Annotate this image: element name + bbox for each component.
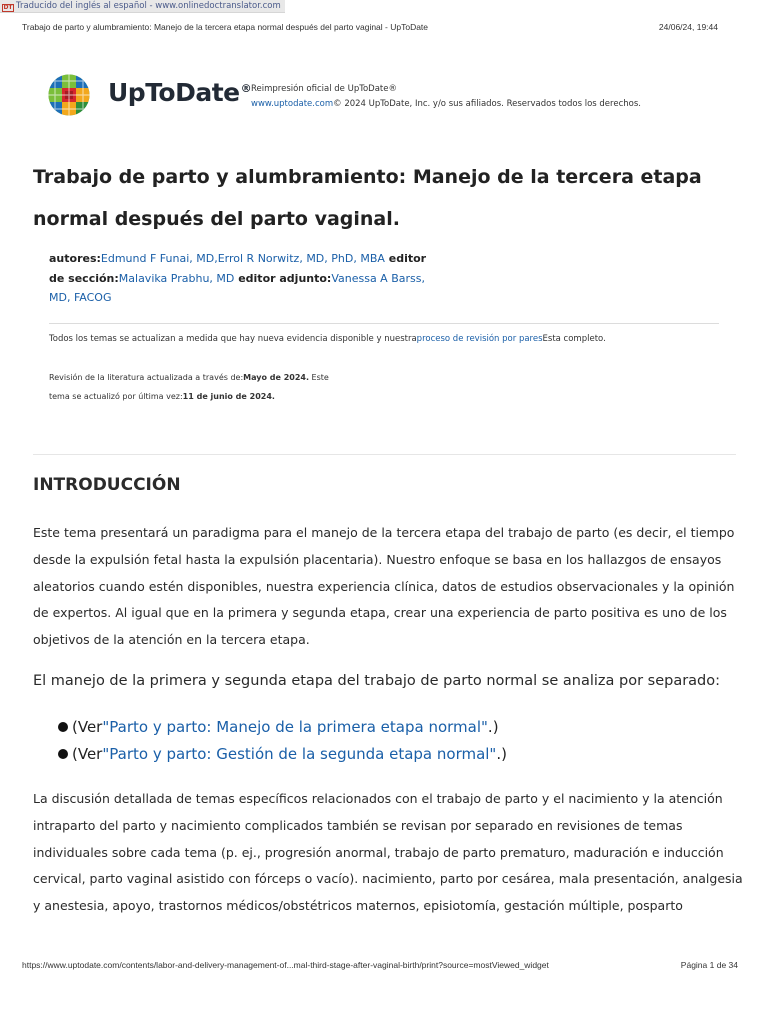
print-header	[22, 22, 718, 32]
author-block	[49, 249, 429, 308]
article-title: Trabajo de parto y alumbramiento: Manejo de la tercera etapa normal después del parto vaginal.	[33, 166, 702, 230]
update-notice	[49, 334, 606, 344]
peer-review-link[interactable]: proceso de revisión por pares	[416, 334, 543, 344]
bullet-suffix: .)	[496, 745, 507, 763]
updated-date: 11 de junio de 2024.	[182, 392, 275, 401]
section-editor-link[interactable]: Malavika Prabhu, MD	[118, 271, 235, 285]
print-header-title: Trabajo de parto y alumbramiento: Manejo de la tercera etapa normal después del parto vaginal - UpToDate	[22, 22, 429, 32]
logo-name: UpToDate	[108, 78, 240, 107]
updated-label: tema se actualizó por última vez:	[49, 392, 183, 401]
document-translator-icon: DT	[3, 4, 13, 11]
intro-paragraph-2: El manejo de la primera y segunda etapa del trabajo de parto normal se analiza por separado:	[33, 673, 721, 689]
review-line-1	[49, 368, 329, 387]
bullet-suffix: .)	[487, 718, 499, 736]
review-label-end: Este	[309, 373, 329, 382]
print-footer	[22, 960, 738, 970]
review-dates	[49, 368, 329, 406]
reprint-line-1: Reimpresión oficial de UpToDate®	[251, 84, 397, 94]
copyright-text: © 2024 UpToDate, Inc. y/o sus afiliados. Reservados todos los derechos.	[333, 99, 641, 109]
related-topics-list	[56, 714, 507, 768]
topic-link-second-stage[interactable]: "Parto y parto: Gestión de la segunda etapa normal"	[102, 745, 497, 763]
uptodate-logo-icon	[48, 74, 90, 116]
update-text-end: Esta completo.	[542, 334, 606, 344]
bullet-prefix: (Ver	[72, 718, 103, 736]
reprint-notice	[251, 82, 641, 112]
translator-badge[interactable]	[0, 0, 285, 13]
topic-link-first-stage[interactable]: "Parto y parto: Manejo de la primera etapa normal"	[102, 718, 488, 736]
intro-paragraph-3: La discusión detallada de temas específicos relacionados con el trabajo de parto y el nacimiento y la atención intraparto del parto y nacimiento complicados también se revisan por separado en revisiones de temas individuales sobre cada tema (p. ej., progresión anormal, trabajo de parto prematuro, maduración e inducción cervical, parto vaginal asistido con fórceps o vacío). nacimiento, parto por cesárea, mala presentación, analgesia y anestesia, apoyo, trastornos médicos/obstétricos maternos, episiotomía, gestación múltiple, posparto	[33, 791, 743, 914]
update-text: Todos los temas se actualizan a medida que hay nueva evidencia disponible y nuestra	[49, 334, 417, 344]
author-link-funai[interactable]: Edmund F Funai, MD,	[100, 252, 218, 265]
print-footer-url: https://www.uptodate.com/contents/labor-and-delivery-management-of...mal-third-stage-after-vaginal-birth/print?source=mostViewed_widget	[22, 960, 549, 970]
author-link-norwitz[interactable]: Errol R Norwitz, MD, PhD, MBA	[217, 252, 385, 265]
list-item	[56, 741, 507, 768]
review-line-2	[49, 387, 329, 406]
logo-wordmark	[108, 78, 251, 107]
page-number: Página 1 de 34	[680, 960, 738, 970]
authors-label: autores:	[49, 252, 101, 265]
uptodate-logo[interactable]	[48, 72, 252, 120]
list-item	[56, 714, 507, 741]
section-heading-introduction: INTRODUCCIÓN	[33, 475, 181, 495]
section-editor-label: editor de sección:	[49, 252, 427, 285]
translator-label: Traducido del inglés al español - www.onlinedoctranslator.com	[16, 1, 281, 11]
bullet-icon	[58, 749, 68, 759]
deputy-editor-label: editor adjunto:	[234, 271, 332, 285]
intro-paragraph-1: Este tema presentará un paradigma para el manejo de la tercera etapa del trabajo de parto (es decir, el tiempo desde la expulsión fetal hasta la expulsión placentaria). Nuestro enfoque se basa en los hallazgos de ensayos aleatorios cuando estén disponibles, nuestra experiencia clínica, datos de estudios observacionales y la opinión de expertos. Al igual que en la primera y segunda etapa, crear una experiencia de parto positiva es uno de los objetivos de la atención en la tercera etapa.	[33, 525, 735, 648]
logo-registered-mark: ®	[240, 81, 252, 95]
review-label: Revisión de la literatura actualizada a través de:	[49, 373, 244, 382]
review-date: Mayo de 2024.	[243, 373, 309, 382]
divider	[49, 323, 719, 324]
uptodate-site-link[interactable]: www.uptodate.com	[251, 99, 334, 109]
bullet-prefix: (Ver	[72, 745, 103, 763]
deputy-editor-link[interactable]: Vanessa A Barss, MD, FACOG	[49, 271, 425, 304]
section-divider	[33, 454, 736, 455]
bullet-icon	[58, 722, 68, 732]
reprint-line-2	[251, 97, 641, 112]
print-header-datetime: 24/06/24, 19:44	[658, 22, 718, 32]
